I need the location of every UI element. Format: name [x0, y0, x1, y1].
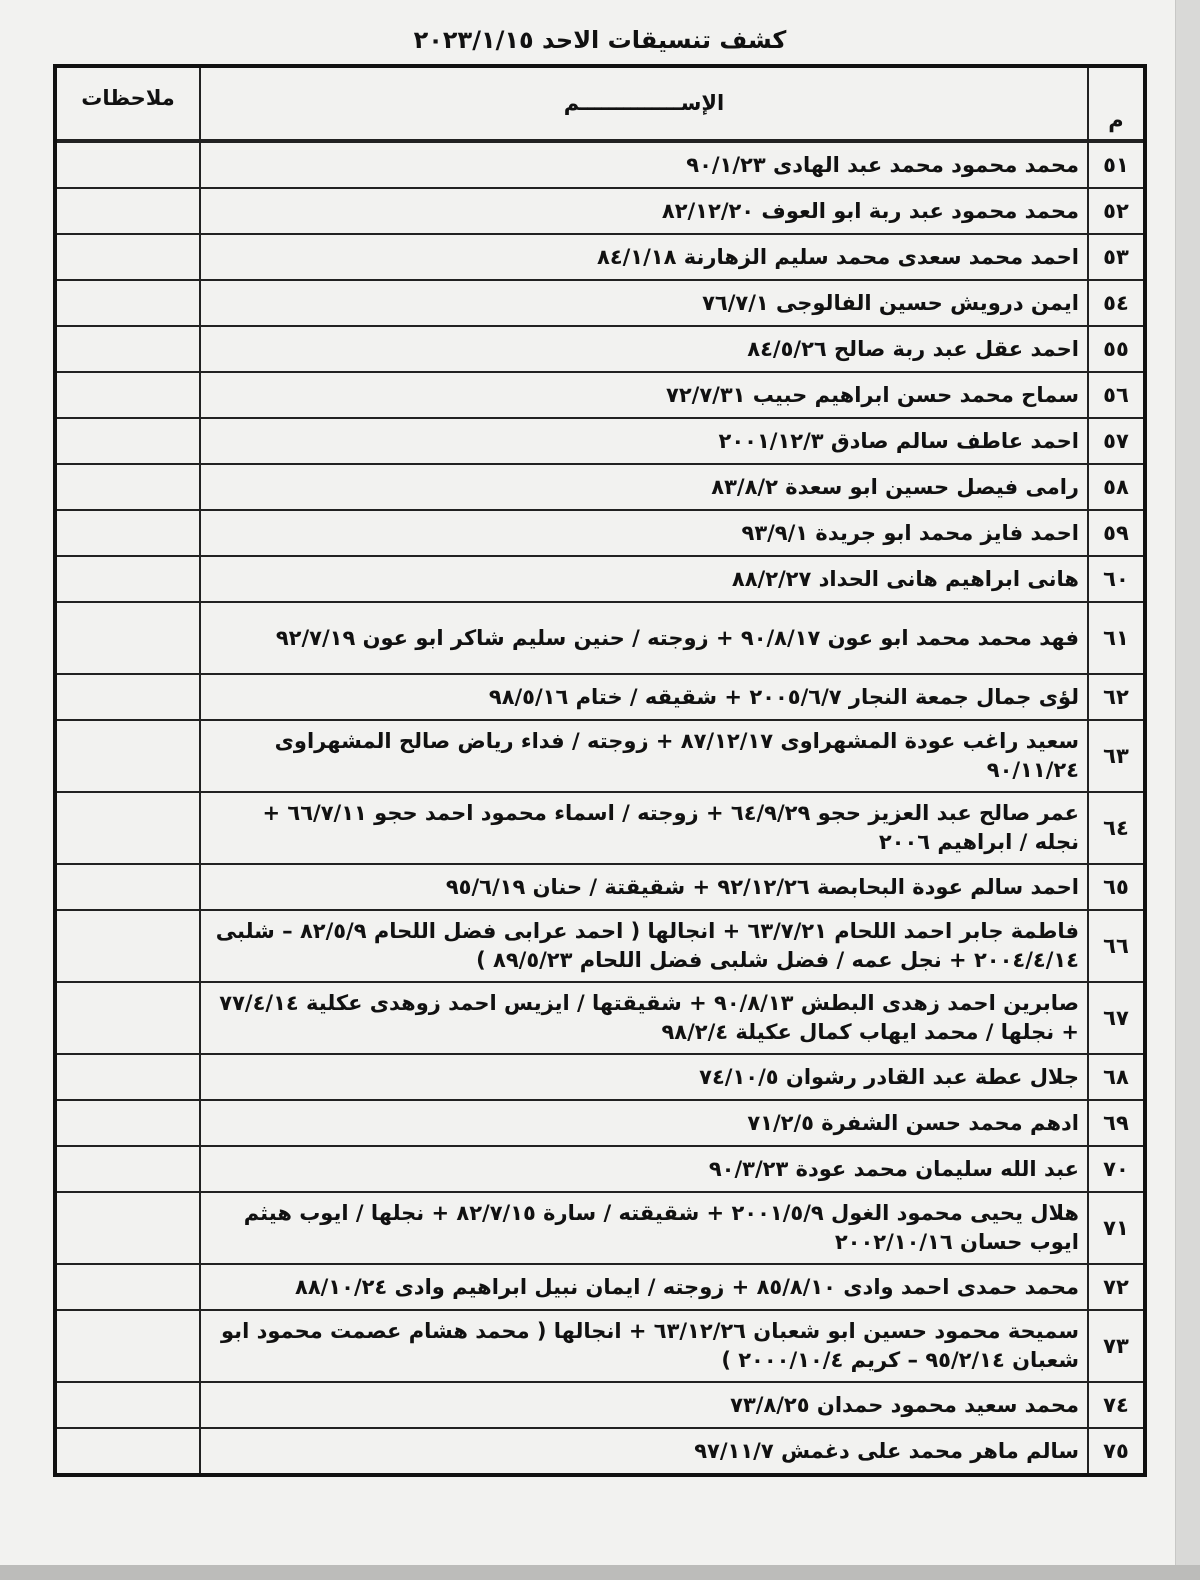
row-number: ٥٧: [1088, 418, 1144, 464]
table-row: [56, 234, 1144, 280]
row-number: ٦١: [1088, 602, 1144, 674]
table-row: [56, 1146, 1144, 1192]
row-number: ٦٦: [1088, 910, 1144, 982]
row-notes: [56, 674, 200, 720]
table-row: [56, 141, 1144, 188]
row-number: ٦٣: [1088, 720, 1144, 792]
row-number: ٧٢: [1088, 1264, 1144, 1310]
row-name: هانى ابراهيم هانى الحداد ٨٨/٢/٢٧: [200, 556, 1088, 602]
row-name: محمد محمود محمد عبد الهادى ٩٠/١/٢٣: [200, 141, 1088, 188]
table-row: [56, 1192, 1144, 1264]
row-number: ٦٥: [1088, 864, 1144, 910]
row-name: هلال يحيى محمود الغول ٢٠٠١/٥/٩ + شقيقته / سارة ٨٢/٧/١٥ + نجلها / ايوب هيثم ايوب حسان ٢٠٠٢/١٠/١٦: [200, 1192, 1088, 1264]
row-name: سالم ماهر محمد على دغمش ٩٧/١١/٧: [200, 1428, 1088, 1474]
row-number: ٥٣: [1088, 234, 1144, 280]
row-number: ٥٦: [1088, 372, 1144, 418]
table-row: [56, 982, 1144, 1054]
table-header-row: [56, 67, 1144, 141]
row-notes: [56, 510, 200, 556]
row-number: ٧٥: [1088, 1428, 1144, 1474]
row-number: ٦٨: [1088, 1054, 1144, 1100]
row-number: ٥٨: [1088, 464, 1144, 510]
row-notes: [56, 910, 200, 982]
row-notes: [56, 1192, 200, 1264]
row-name: محمد حمدى احمد وادى ٨٥/٨/١٠ + زوجته / ايمان نبيل ابراهيم وادى ٨٨/١٠/٢٤: [200, 1264, 1088, 1310]
table-row: [56, 1382, 1144, 1428]
row-name: فاطمة جابر احمد اللحام ٦٣/٧/٢١ + انجالها ( احمد عرابى فضل اللحام ٨٢/٥/٩ – شلبى ٢٠٠٤/٤/١٤ + نجل عمه / فضل شلبى فضل اللحام ٨٩/٥/٢٣ ): [200, 910, 1088, 982]
row-name: سماح محمد حسن ابراهيم حبيب ٧٢/٧/٣١: [200, 372, 1088, 418]
row-number: ٧١: [1088, 1192, 1144, 1264]
row-notes: [56, 234, 200, 280]
row-notes: [56, 464, 200, 510]
table-row: [56, 372, 1144, 418]
row-name: احمد عقل عبد ربة صالح ٨٤/٥/٢٦: [200, 326, 1088, 372]
row-notes: [56, 1264, 200, 1310]
row-name: لؤى جمال جمعة النجار ٢٠٠٥/٦/٧ + شقيقه / ختام ٩٨/٥/١٦: [200, 674, 1088, 720]
row-number: ٦٤: [1088, 792, 1144, 864]
table-row: [56, 556, 1144, 602]
row-notes: [56, 1054, 200, 1100]
row-notes: [56, 326, 200, 372]
table-row: [56, 1310, 1144, 1382]
row-notes: [56, 602, 200, 674]
row-number: ٥٢: [1088, 188, 1144, 234]
row-notes: [56, 280, 200, 326]
table-row: [56, 464, 1144, 510]
table-row: [56, 1100, 1144, 1146]
row-notes: [56, 864, 200, 910]
row-number: ٦٠: [1088, 556, 1144, 602]
table-row: [56, 1054, 1144, 1100]
row-notes: [56, 556, 200, 602]
row-name: محمد محمود عبد ربة ابو العوف ٨٢/١٢/٢٠: [200, 188, 1088, 234]
row-number: ٧٠: [1088, 1146, 1144, 1192]
table-row: [56, 864, 1144, 910]
row-name: صابرين احمد زهدى البطش ٩٠/٨/١٣ + شقيقتها / ايزيس احمد زوهدى عكلية ٧٧/٤/١٤ + نجلها / محمد ايهاب كمال عكيلة ٩٨/٢/٤: [200, 982, 1088, 1054]
row-notes: [56, 982, 200, 1054]
table-row: [56, 188, 1144, 234]
row-number: ٦٢: [1088, 674, 1144, 720]
row-notes: [56, 141, 200, 188]
row-name: ادهم محمد حسن الشفرة ٧١/٢/٥: [200, 1100, 1088, 1146]
row-notes: [56, 1310, 200, 1382]
table-row: [56, 792, 1144, 864]
row-number: ٦٧: [1088, 982, 1144, 1054]
row-number: ٥٥: [1088, 326, 1144, 372]
row-name: جلال عطة عبد القادر رشوان ٧٤/١٠/٥: [200, 1054, 1088, 1100]
row-notes: [56, 188, 200, 234]
row-notes: [56, 418, 200, 464]
row-name: فهد محمد محمد ابو عون ٩٠/٨/١٧ + زوجته / حنين سليم شاكر ابو عون ٩٢/٧/١٩: [200, 602, 1088, 674]
table-row: [56, 418, 1144, 464]
table-row: [56, 280, 1144, 326]
row-notes: [56, 1100, 200, 1146]
row-number: ٥٩: [1088, 510, 1144, 556]
row-notes: [56, 1428, 200, 1474]
row-name: ايمن درويش حسين الفالوجى ٧٦/٧/١: [200, 280, 1088, 326]
row-name: عمر صالح عبد العزيز حجو ٦٤/٩/٢٩ + زوجته / اسماء محمود احمد حجو ٦٦/٧/١١ + نجله / ابراهيم ٢٠٠٦: [200, 792, 1088, 864]
row-name: سعيد راغب عودة المشهراوى ٨٧/١٢/١٧ + زوجته / فداء رياض صالح المشهراوى ٩٠/١١/٢٤: [200, 720, 1088, 792]
header-notes: ملاحظات: [56, 67, 200, 141]
row-name: احمد سالم عودة البحابصة ٩٢/١٢/٢٦ + شقيقتة / حنان ٩٥/٦/١٩: [200, 864, 1088, 910]
row-name: محمد سعيد محمود حمدان ٧٣/٨/٢٥: [200, 1382, 1088, 1428]
row-number: ٥١: [1088, 141, 1144, 188]
table-row: [56, 1428, 1144, 1474]
row-notes: [56, 792, 200, 864]
row-notes: [56, 372, 200, 418]
table-row: [56, 326, 1144, 372]
header-name: الإســــــــــــــم: [200, 67, 1088, 141]
row-name: احمد محمد سعدى محمد سليم الزهارنة ٨٤/١/١٨: [200, 234, 1088, 280]
row-notes: [56, 1382, 200, 1428]
row-number: ٦٩: [1088, 1100, 1144, 1146]
row-name: احمد فايز محمد ابو جريدة ٩٣/٩/١: [200, 510, 1088, 556]
row-notes: [56, 1146, 200, 1192]
desk-edge: [0, 1565, 1200, 1580]
table-row: [56, 910, 1144, 982]
table-row: [56, 1264, 1144, 1310]
table-row: [56, 674, 1144, 720]
names-table: [55, 66, 1145, 1475]
row-number: ٧٤: [1088, 1382, 1144, 1428]
row-name: رامى فيصل حسين ابو سعدة ٨٣/٨/٢: [200, 464, 1088, 510]
row-name: سميحة محمود حسين ابو شعبان ٦٣/١٢/٢٦ + انجالها ( محمد هشام عصمت محمود ابو شعبان ٩٥/٢/١٤ – كريم ٢٠٠٠/١٠/٤ ): [200, 1310, 1088, 1382]
row-name: عبد الله سليمان محمد عودة ٩٠/٣/٢٣: [200, 1146, 1088, 1192]
row-notes: [56, 720, 200, 792]
header-number: م: [1088, 67, 1144, 141]
table-row: [56, 720, 1144, 792]
table-row: [56, 510, 1144, 556]
row-number: ٧٣: [1088, 1310, 1144, 1382]
table-row: [56, 602, 1144, 674]
row-number: ٥٤: [1088, 280, 1144, 326]
row-name: احمد عاطف سالم صادق ٢٠٠١/١٢/٣: [200, 418, 1088, 464]
page-title: كشف تنسيقات الاحد ٢٠٢٣/١/١٥: [413, 26, 787, 54]
